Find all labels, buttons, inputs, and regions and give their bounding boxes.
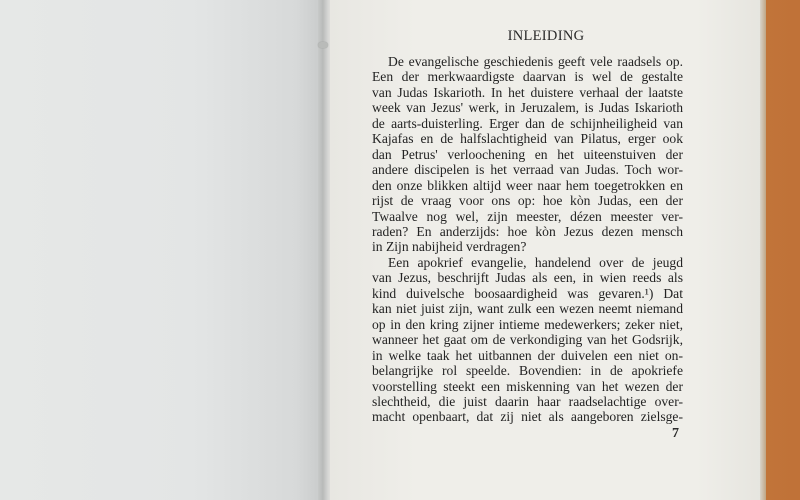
text-line: op in den kring zijner intieme medewerkers; zeker niet, bbox=[372, 316, 683, 332]
page-edge bbox=[760, 0, 766, 500]
text-line: belangrijke rol speelde. Bovendien: in de apokriefe bbox=[372, 363, 683, 379]
text-line: Twaalve nog wel, zijn meester, dézen meester ver- bbox=[372, 208, 683, 224]
text-line: van Jezus, beschrijft Judas als een, in wien reeds als bbox=[372, 270, 683, 286]
text-line: rijst de vraag voor ons op: hoe kòn Judas, een der bbox=[372, 193, 683, 209]
text-line: van Judas Iskarioth. In het duistere verhaal der laatste bbox=[372, 84, 683, 100]
text-line: de aarts-duisterling. Erger dan de schijnheiligheid van bbox=[372, 115, 683, 131]
left-page bbox=[0, 0, 322, 500]
paragraph-2 bbox=[372, 255, 683, 425]
text-line: in Zijn nabijheid verdragen? bbox=[372, 239, 527, 255]
text-line: Een apokrief evangelie, handelend over de jeugd bbox=[388, 254, 683, 270]
paragraph-1 bbox=[372, 54, 683, 255]
text-line: kind duivelsche boosaardigheid was gevaren.¹) Dat bbox=[372, 285, 683, 301]
text-line: kan niet juist zijn, want zulk een wezen neemt niemand bbox=[372, 301, 683, 317]
page-number: 7 bbox=[672, 426, 679, 441]
text-line: in welke taak het uitbannen der duivelen een niet on- bbox=[372, 347, 683, 363]
chapter-heading: INLEIDING bbox=[507, 28, 585, 44]
text-line: dan Petrus' verloochening en het uiteenstuiven der bbox=[372, 146, 683, 162]
body-text bbox=[372, 54, 683, 425]
text-line: wanneer het gaat om de verkondiging van het Godsrijk, bbox=[372, 332, 683, 348]
text-line: den onze blikken altijd weer naar hem toegetrokken en bbox=[372, 177, 683, 193]
text-line: slechtheid, die juist daarin haar raadselachtige over- bbox=[372, 393, 683, 409]
text-line: andere discipelen is het verraad van Judas. Toch wor- bbox=[372, 162, 683, 178]
text-line: week van Jezus' werk, in Jeruzalem, is Judas Iskarioth bbox=[372, 100, 683, 116]
text-line: Kajafas en de halfslachtigheid van Pilatus, erger ook bbox=[372, 131, 683, 147]
text-line: voorstelling steekt een miskenning van het wezen der bbox=[372, 378, 683, 394]
text-line: Een der merkwaardigste daarvan is wel de gestalte bbox=[372, 69, 683, 85]
text-line: macht openbaart, dat zij niet als aangeboren zielsge- bbox=[372, 409, 683, 425]
text-line: raden? En anderzijds: hoe kòn Jezus dezen mensch bbox=[372, 223, 683, 239]
staple bbox=[318, 42, 328, 48]
text-line: De evangelische geschiedenis geeft vele raadsels op. bbox=[388, 54, 683, 69]
